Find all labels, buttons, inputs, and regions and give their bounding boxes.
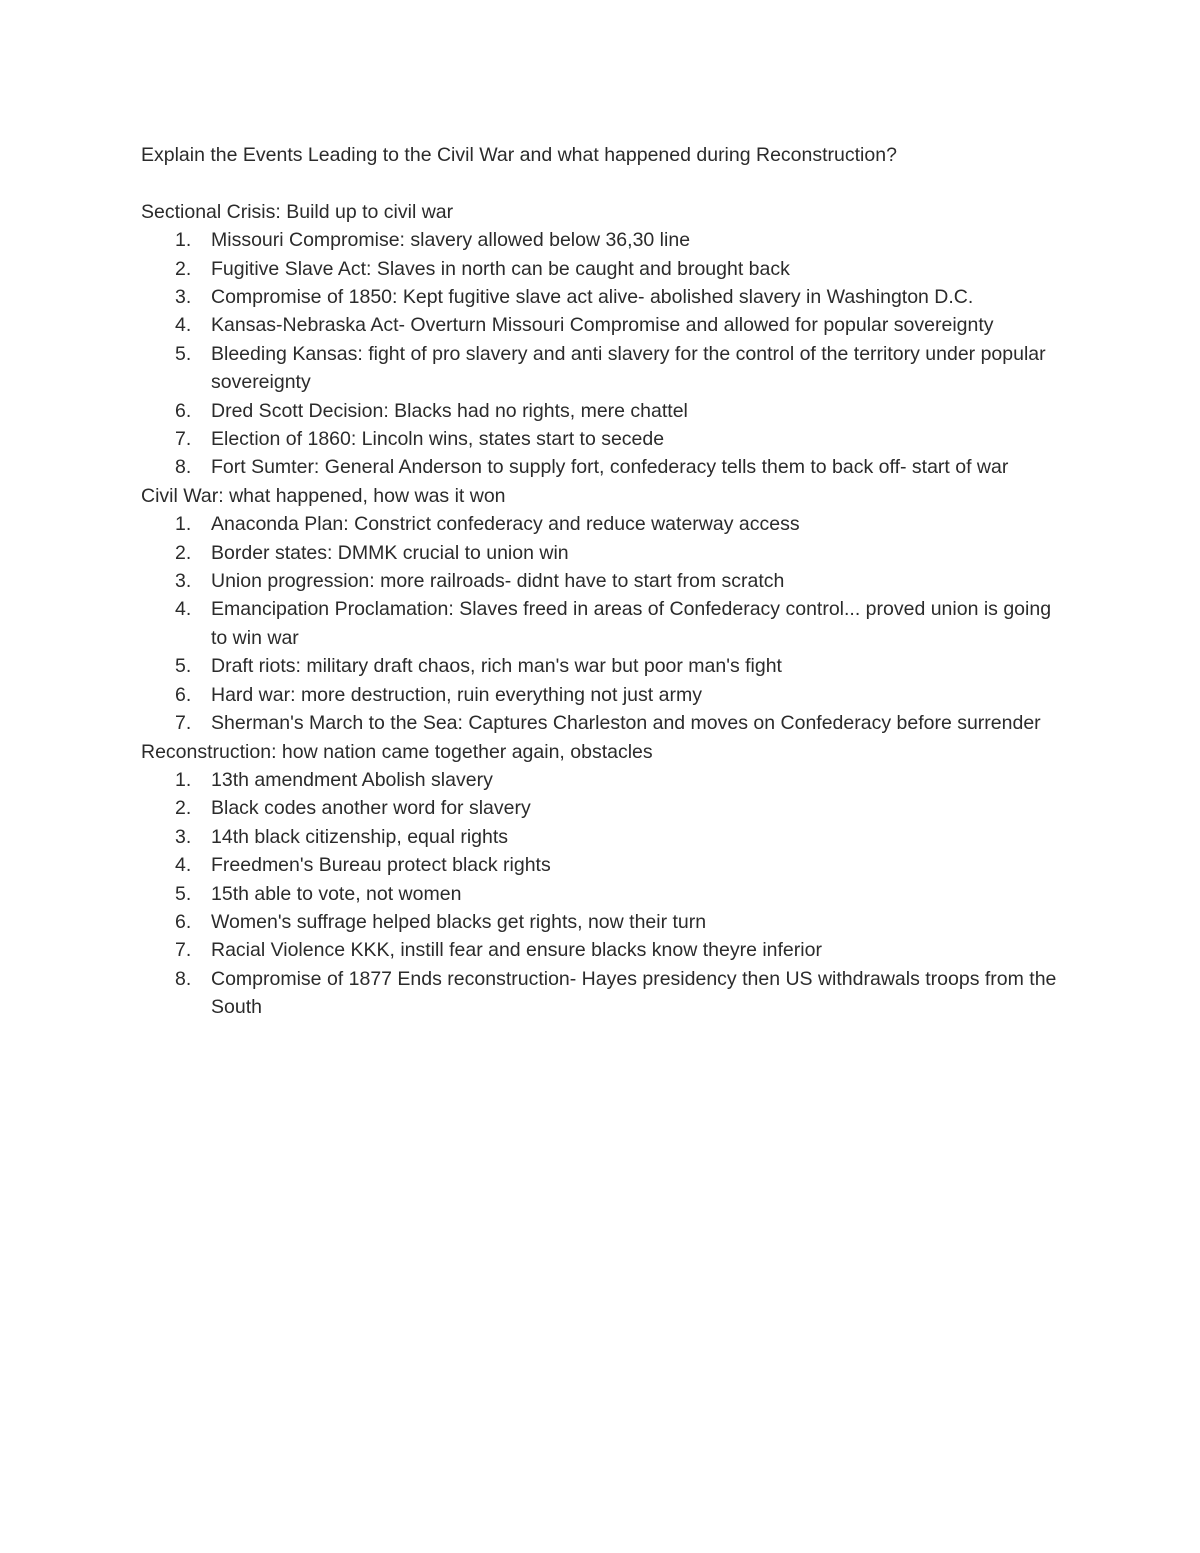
list-item <box>141 340 1061 397</box>
list-item-number: 7. <box>175 712 192 735</box>
list-item-text: Dred Scott Decision: Blacks had no rights, mere chattel <box>211 399 688 422</box>
list-item <box>141 425 1061 453</box>
section <box>141 738 1071 1022</box>
list-item-number: 3. <box>175 570 192 593</box>
list-item <box>141 510 1061 538</box>
list-item <box>141 965 1061 1022</box>
list-item-number: 4. <box>175 854 192 877</box>
list-item <box>141 794 1061 822</box>
list-item-text: Fort Sumter: General Anderson to supply fort, confederacy tells them to back off- start of war <box>211 456 1009 479</box>
list-item-text: 13th amendment Abolish slavery <box>211 768 493 791</box>
list-item <box>141 595 1061 652</box>
list-item <box>141 936 1061 964</box>
list-item-number: 4. <box>175 314 192 337</box>
list-item-text: Fugitive Slave Act: Slaves in north can be caught and brought back <box>211 257 790 280</box>
list-item <box>141 226 1061 254</box>
list-item-text: 15th able to vote, not women <box>211 882 462 905</box>
list-item-text: Draft riots: military draft chaos, rich man's war but poor man's fight <box>211 655 782 678</box>
list-item <box>141 823 1061 851</box>
list-item-text: Union progression: more railroads- didnt have to start from scratch <box>211 570 785 593</box>
list-item <box>141 709 1061 737</box>
list-item-number: 4. <box>175 598 192 621</box>
list-item-text: Compromise of 1850: Kept fugitive slave act alive- abolished slavery in Washington D.C. <box>211 286 974 309</box>
numbered-list <box>141 766 1071 1022</box>
list-item-text: Missouri Compromise: slavery allowed below 36,30 line <box>211 229 691 252</box>
document-page <box>141 141 1071 1022</box>
list-item <box>141 652 1061 680</box>
list-item-number: 7. <box>175 428 192 451</box>
section-heading: Reconstruction: how nation came together again, obstacles <box>141 740 653 763</box>
list-item-text: Bleeding Kansas: fight of pro slavery and anti slavery for the control of the territory under popular sovereignty <box>211 342 1046 394</box>
list-item-number: 5. <box>175 882 192 905</box>
section-heading: Sectional Crisis: Build up to civil war <box>141 200 454 223</box>
list-item-number: 1. <box>175 768 192 791</box>
sections-container <box>141 198 1071 1022</box>
list-item <box>141 453 1061 481</box>
list-item-number: 8. <box>175 456 192 479</box>
list-item-text: Black codes another word for slavery <box>211 797 531 820</box>
list-item-text: 14th black citizenship, equal rights <box>211 825 509 848</box>
list-item-number: 1. <box>175 513 192 536</box>
list-item <box>141 681 1061 709</box>
section <box>141 482 1071 738</box>
list-item-text: Election of 1860: Lincoln wins, states start to secede <box>211 428 665 451</box>
list-item <box>141 880 1061 908</box>
list-item-text: Hard war: more destruction, ruin everything not just army <box>211 683 702 706</box>
list-item-number: 3. <box>175 825 192 848</box>
list-item-number: 2. <box>175 257 192 280</box>
list-item-text: Border states: DMMK crucial to union win <box>211 541 569 564</box>
list-item <box>141 567 1061 595</box>
list-item <box>141 311 1061 339</box>
document-question: Explain the Events Leading to the Civil War and what happened during Reconstruction? <box>141 144 897 166</box>
list-item-number: 5. <box>175 655 192 678</box>
list-item-number: 6. <box>175 399 192 422</box>
list-item <box>141 397 1061 425</box>
list-item-number: 2. <box>175 797 192 820</box>
list-item <box>141 766 1061 794</box>
numbered-list <box>141 226 1071 482</box>
list-item-text: Kansas-Nebraska Act- Overturn Missouri Compromise and allowed for popular sovereignty <box>211 314 994 337</box>
list-item-text: Compromise of 1877 Ends reconstruction- Hayes presidency then US withdrawals troops from the South <box>211 967 1057 1019</box>
list-item-number: 6. <box>175 910 192 933</box>
list-item-text: Freedmen's Bureau protect black rights <box>211 854 551 877</box>
list-item-text: Racial Violence KKK, instill fear and ensure blacks know theyre inferior <box>211 939 822 962</box>
list-item-number: 6. <box>175 683 192 706</box>
list-item-number: 8. <box>175 967 192 990</box>
list-item-number: 1. <box>175 229 192 252</box>
list-item-text: Sherman's March to the Sea: Captures Charleston and moves on Confederacy before surrender <box>211 712 1041 735</box>
list-item <box>141 283 1061 311</box>
list-item-number: 7. <box>175 939 192 962</box>
list-item <box>141 851 1061 879</box>
list-item <box>141 255 1061 283</box>
list-item-number: 5. <box>175 342 192 365</box>
list-item-number: 3. <box>175 286 192 309</box>
list-item-text: Anaconda Plan: Constrict confederacy and reduce waterway access <box>211 513 800 536</box>
list-item-number: 2. <box>175 541 192 564</box>
list-item-text: Women's suffrage helped blacks get rights, now their turn <box>211 910 707 933</box>
list-item-text: Emancipation Proclamation: Slaves freed in areas of Confederacy control... proved union is going to win war <box>211 598 1052 649</box>
numbered-list <box>141 510 1071 737</box>
section <box>141 198 1071 482</box>
list-item <box>141 908 1061 936</box>
section-heading: Civil War: what happened, how was it won <box>141 484 506 507</box>
list-item <box>141 539 1061 567</box>
